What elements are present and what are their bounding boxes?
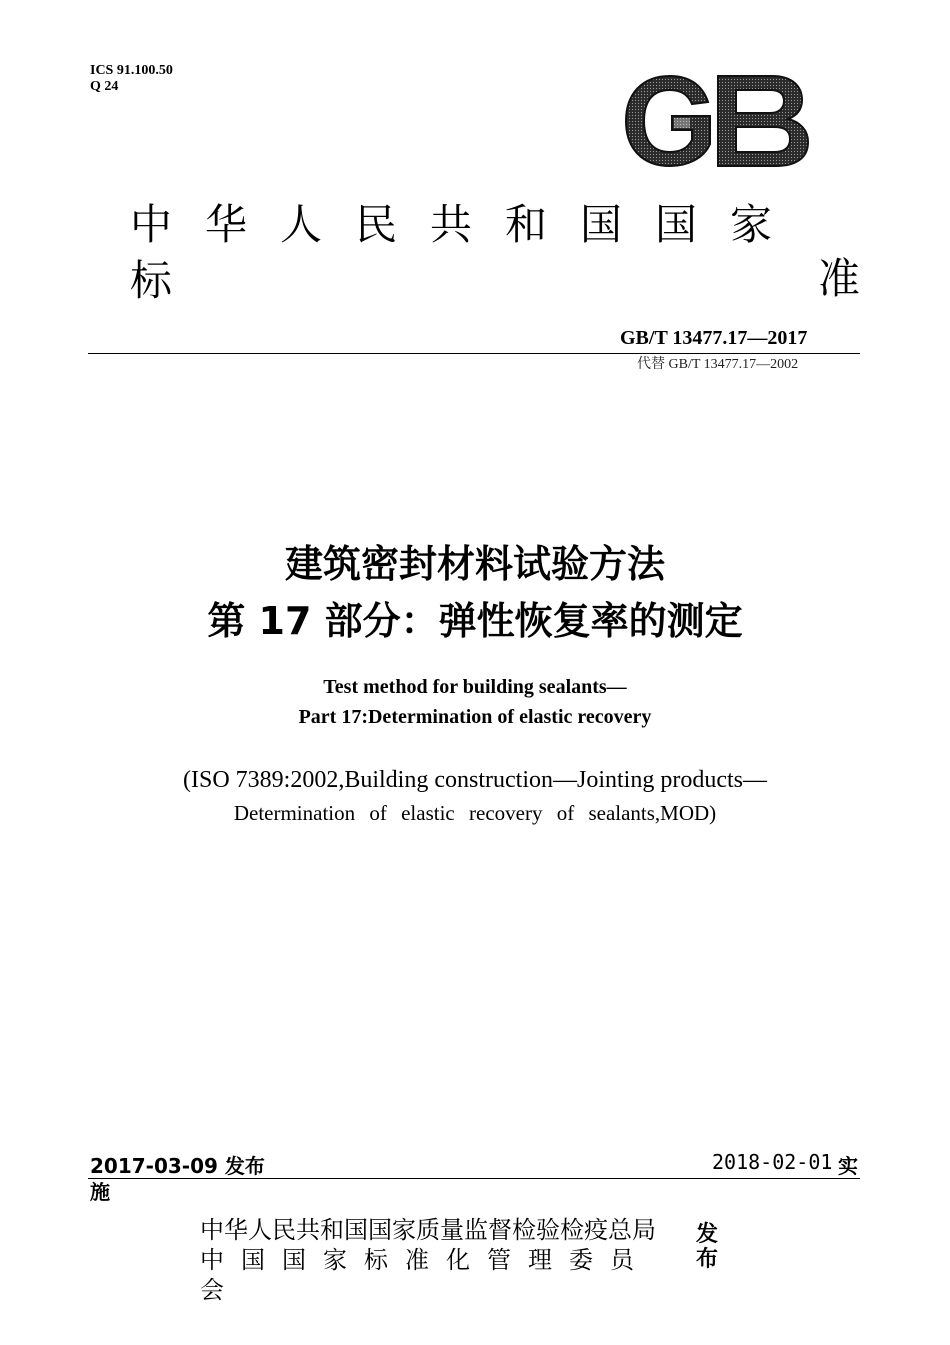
issuer-line3: 会: [200, 1276, 224, 1304]
gb-logo: [622, 72, 812, 174]
standard-number: GB/T 13477.17—2017: [620, 327, 808, 349]
ics-code: ICS 91.100.50: [90, 63, 173, 78]
issue-date: 2017-03-09 发布: [90, 1154, 265, 1178]
iso-reference-line1: (ISO 7389:2002,Building construction—Jointing products—: [183, 767, 767, 793]
title-en-line1: Test method for building sealants—: [323, 676, 627, 698]
classification-codes: [90, 63, 173, 95]
bottom-divider: [88, 1178, 860, 1179]
logo-text: GB: [717, 169, 719, 170]
national-standard-title-line2: 准: [818, 254, 894, 303]
title-en-line2: Part 17:Determination of elastic recovery: [298, 706, 652, 728]
implementation-label-part1: 实: [838, 1154, 858, 1178]
implementation-label-part2: 施: [90, 1180, 110, 1204]
title-cn-line2: 第 17 部分：弹性恢复率的测定: [207, 599, 743, 643]
national-standard-title-line1: 中华人民共和国国家标: [130, 200, 806, 305]
ccs-code: Q 24: [90, 79, 119, 94]
gb-logo-graphic: [622, 72, 812, 170]
publish-mark: 发布: [696, 1222, 719, 1272]
issuer-line1: 中华人民共和国国家质量监督检验检疫总局: [200, 1216, 656, 1244]
iso-reference-line2: Determination of elastic recovery of sealants,MOD): [233, 801, 717, 825]
issuer-line2: 中国国家标准化管理委员: [200, 1246, 651, 1274]
implementation-date: 2018-02-01: [712, 1150, 833, 1174]
national-standard-title: [130, 197, 894, 309]
title-cn-line1: 建筑密封材料试验方法: [284, 542, 665, 586]
replaces-standard: 代替 GB/T 13477.17—2002: [637, 357, 799, 372]
